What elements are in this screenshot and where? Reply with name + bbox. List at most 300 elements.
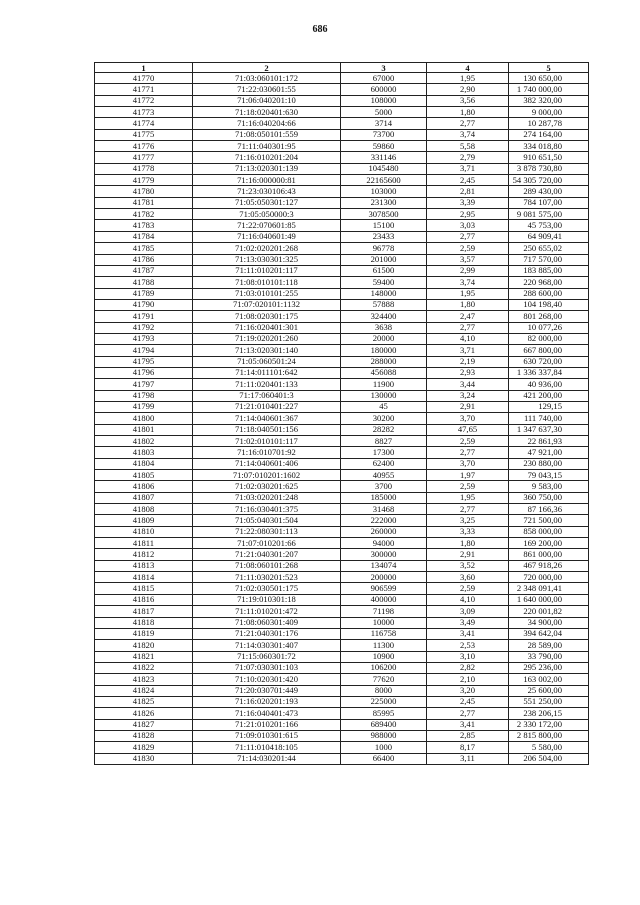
- area-cell: 71198: [341, 606, 427, 617]
- area-cell: 8827: [341, 436, 427, 447]
- amount-cell: 47 921,00: [509, 447, 589, 458]
- row-number-cell: 41829: [95, 742, 193, 753]
- amount-cell: 630 720,00: [509, 356, 589, 367]
- row-number-cell: 41787: [95, 265, 193, 276]
- amount-cell: 1 336 337,84: [509, 367, 589, 378]
- table-row: [95, 401, 589, 412]
- area-cell: 22165600: [341, 175, 427, 186]
- row-number-cell: 41826: [95, 708, 193, 719]
- amount-cell: 220 001,82: [509, 606, 589, 617]
- table-row: [95, 254, 589, 265]
- row-number-cell: 41789: [95, 288, 193, 299]
- row-number-cell: 41824: [95, 685, 193, 696]
- table-row: [95, 719, 589, 730]
- amount-cell: 910 651,50: [509, 152, 589, 163]
- area-cell: 116758: [341, 628, 427, 639]
- area-cell: 10000: [341, 617, 427, 628]
- area-cell: 400000: [341, 594, 427, 605]
- row-number-cell: 41802: [95, 436, 193, 447]
- rate-cell: 3,60: [427, 572, 509, 583]
- table-row: [95, 311, 589, 322]
- rate-cell: 2,91: [427, 401, 509, 412]
- area-cell: 106200: [341, 662, 427, 673]
- amount-cell: 667 800,00: [509, 345, 589, 356]
- area-cell: 689400: [341, 719, 427, 730]
- rate-cell: 3,74: [427, 129, 509, 140]
- rate-cell: 3,33: [427, 526, 509, 537]
- cadastral-number-cell: 71:07:030301:103: [193, 662, 341, 673]
- amount-cell: 250 655,02: [509, 243, 589, 254]
- amount-cell: 1 347 637,30: [509, 424, 589, 435]
- amount-cell: 25 600,00: [509, 685, 589, 696]
- cadastral-number-cell: 71:18:040501:156: [193, 424, 341, 435]
- area-cell: 185000: [341, 492, 427, 503]
- cadastral-number-cell: 71:16:010201:204: [193, 152, 341, 163]
- amount-cell: 40 936,00: [509, 379, 589, 390]
- area-cell: 225000: [341, 696, 427, 707]
- cadastral-number-cell: 71:03:020201:248: [193, 492, 341, 503]
- area-cell: 288000: [341, 356, 427, 367]
- amount-cell: 206 504,00: [509, 753, 589, 764]
- row-number-cell: 41812: [95, 549, 193, 560]
- rate-cell: 1,80: [427, 107, 509, 118]
- table-row: [95, 640, 589, 651]
- rate-cell: 2,45: [427, 696, 509, 707]
- table-row: [95, 436, 589, 447]
- area-cell: 45: [341, 401, 427, 412]
- table-row: [95, 73, 589, 84]
- rate-cell: 2,90: [427, 84, 509, 95]
- cadastral-number-cell: 71:16:000000:81: [193, 175, 341, 186]
- cadastral-number-cell: 71:18:020401:630: [193, 107, 341, 118]
- row-number-cell: 41788: [95, 277, 193, 288]
- row-number-cell: 41771: [95, 84, 193, 95]
- amount-cell: 784 107,00: [509, 197, 589, 208]
- area-cell: 11300: [341, 640, 427, 651]
- rate-cell: 2,59: [427, 243, 509, 254]
- cadastral-number-cell: 71:11:020401:133: [193, 379, 341, 390]
- cadastral-number-cell: 71:03:010101:255: [193, 288, 341, 299]
- amount-cell: 9 583,00: [509, 481, 589, 492]
- rate-cell: 3,24: [427, 390, 509, 401]
- amount-cell: 382 320,00: [509, 95, 589, 106]
- area-cell: 988000: [341, 730, 427, 741]
- row-number-cell: 41805: [95, 470, 193, 481]
- area-cell: 96778: [341, 243, 427, 254]
- cadastral-number-cell: 71:16:020201:193: [193, 696, 341, 707]
- row-number-cell: 41798: [95, 390, 193, 401]
- row-number-cell: 41813: [95, 560, 193, 571]
- rate-cell: 3,56: [427, 95, 509, 106]
- cadastral-number-cell: 71:14:030301:407: [193, 640, 341, 651]
- row-number-cell: 41780: [95, 186, 193, 197]
- cadastral-number-cell: 71:08:060301:409: [193, 617, 341, 628]
- table-row: [95, 220, 589, 231]
- rate-cell: 3,03: [427, 220, 509, 231]
- rate-cell: 2,85: [427, 730, 509, 741]
- area-cell: 3700: [341, 481, 427, 492]
- amount-cell: 274 164,00: [509, 129, 589, 140]
- area-cell: 28282: [341, 424, 427, 435]
- row-number-cell: 41807: [95, 492, 193, 503]
- table-row: [95, 549, 589, 560]
- amount-cell: 717 570,00: [509, 254, 589, 265]
- area-cell: 30200: [341, 413, 427, 424]
- area-cell: 15100: [341, 220, 427, 231]
- row-number-cell: 41823: [95, 674, 193, 685]
- amount-cell: 220 968,00: [509, 277, 589, 288]
- row-number-cell: 41786: [95, 254, 193, 265]
- cadastral-number-cell: 71:16:040401:473: [193, 708, 341, 719]
- table-row: [95, 538, 589, 549]
- header-col-5: 5: [509, 63, 589, 73]
- row-number-cell: 41777: [95, 152, 193, 163]
- cadastral-number-cell: 71:22:030601:55: [193, 84, 341, 95]
- row-number-cell: 41782: [95, 209, 193, 220]
- cadastral-number-cell: 71:15:060301:72: [193, 651, 341, 662]
- area-cell: 130000: [341, 390, 427, 401]
- area-cell: 40955: [341, 470, 427, 481]
- cadastral-number-cell: 71:03:060101:172: [193, 73, 341, 84]
- amount-cell: 163 002,00: [509, 674, 589, 685]
- rate-cell: 3,52: [427, 560, 509, 571]
- header-row: [95, 63, 589, 73]
- amount-cell: 467 918,26: [509, 560, 589, 571]
- table-row: [95, 209, 589, 220]
- area-cell: 134074: [341, 560, 427, 571]
- rate-cell: 2,45: [427, 175, 509, 186]
- row-number-cell: 41791: [95, 311, 193, 322]
- cadastral-number-cell: 71:11:010418:105: [193, 742, 341, 753]
- rate-cell: 3,49: [427, 617, 509, 628]
- row-number-cell: 41795: [95, 356, 193, 367]
- table-row: [95, 379, 589, 390]
- area-cell: 1045480: [341, 163, 427, 174]
- header-col-1: 1: [95, 63, 193, 73]
- table-row: [95, 197, 589, 208]
- area-cell: 148000: [341, 288, 427, 299]
- area-cell: 67000: [341, 73, 427, 84]
- row-number-cell: 41794: [95, 345, 193, 356]
- row-number-cell: 41803: [95, 447, 193, 458]
- row-number-cell: 41806: [95, 481, 193, 492]
- table-row: [95, 265, 589, 276]
- amount-cell: 104 198,40: [509, 299, 589, 310]
- area-cell: 77620: [341, 674, 427, 685]
- header-col-4: 4: [427, 63, 509, 73]
- cadastral-number-cell: 71:23:030106:43: [193, 186, 341, 197]
- rate-cell: 2,77: [427, 231, 509, 242]
- amount-cell: 230 880,00: [509, 458, 589, 469]
- row-number-cell: 41800: [95, 413, 193, 424]
- area-cell: 331146: [341, 152, 427, 163]
- area-cell: 8000: [341, 685, 427, 696]
- table-row: [95, 84, 589, 95]
- rate-cell: 3,71: [427, 345, 509, 356]
- amount-cell: 9 081 575,00: [509, 209, 589, 220]
- rate-cell: 2,47: [427, 311, 509, 322]
- amount-cell: 1 640 000,00: [509, 594, 589, 605]
- rate-cell: 2,99: [427, 265, 509, 276]
- table-row: [95, 345, 589, 356]
- amount-cell: 79 043,15: [509, 470, 589, 481]
- area-cell: 85995: [341, 708, 427, 719]
- area-cell: 906599: [341, 583, 427, 594]
- row-number-cell: 41778: [95, 163, 193, 174]
- cadastral-number-cell: 71:13:020301:139: [193, 163, 341, 174]
- area-cell: 73700: [341, 129, 427, 140]
- amount-cell: 2 815 800,00: [509, 730, 589, 741]
- rate-cell: 8,17: [427, 742, 509, 753]
- cadastral-number-cell: 71:16:030401:375: [193, 504, 341, 515]
- rate-cell: 2,77: [427, 708, 509, 719]
- area-cell: 200000: [341, 572, 427, 583]
- table-row: [95, 356, 589, 367]
- table-row: [95, 163, 589, 174]
- amount-cell: 22 861,93: [509, 436, 589, 447]
- cadastral-number-cell: 71:19:010301:18: [193, 594, 341, 605]
- row-number-cell: 41801: [95, 424, 193, 435]
- table-row: [95, 708, 589, 719]
- amount-cell: 130 650,00: [509, 73, 589, 84]
- table-row: [95, 152, 589, 163]
- amount-cell: 111 740,00: [509, 413, 589, 424]
- row-number-cell: 41785: [95, 243, 193, 254]
- cadastral-number-cell: 71:19:020201:260: [193, 333, 341, 344]
- cadastral-number-cell: 71:11:040301:95: [193, 141, 341, 152]
- row-number-cell: 41776: [95, 141, 193, 152]
- rate-cell: 2,10: [427, 674, 509, 685]
- table-row: [95, 594, 589, 605]
- cadastral-number-cell: 71:13:020301:140: [193, 345, 341, 356]
- amount-cell: 45 753,00: [509, 220, 589, 231]
- amount-cell: 169 200,00: [509, 538, 589, 549]
- rate-cell: 3,57: [427, 254, 509, 265]
- area-cell: 17300: [341, 447, 427, 458]
- cadastral-number-cell: 71:16:020401:301: [193, 322, 341, 333]
- cadastral-number-cell: 71:11:030201:523: [193, 572, 341, 583]
- rate-cell: 2,53: [427, 640, 509, 651]
- amount-cell: 5 580,00: [509, 742, 589, 753]
- amount-cell: 2 348 091,41: [509, 583, 589, 594]
- amount-cell: 2 330 172,00: [509, 719, 589, 730]
- row-number-cell: 41799: [95, 401, 193, 412]
- rate-cell: 1,80: [427, 538, 509, 549]
- rate-cell: 1,95: [427, 492, 509, 503]
- area-cell: 62400: [341, 458, 427, 469]
- area-cell: 3714: [341, 118, 427, 129]
- row-number-cell: 41814: [95, 572, 193, 583]
- rate-cell: 3,11: [427, 753, 509, 764]
- rate-cell: 2,79: [427, 152, 509, 163]
- amount-cell: 64 909,41: [509, 231, 589, 242]
- row-number-cell: 41770: [95, 73, 193, 84]
- row-number-cell: 41792: [95, 322, 193, 333]
- amount-cell: 360 750,00: [509, 492, 589, 503]
- rate-cell: 2,95: [427, 209, 509, 220]
- table-row: [95, 685, 589, 696]
- row-number-cell: 41804: [95, 458, 193, 469]
- area-cell: 324400: [341, 311, 427, 322]
- rate-cell: 2,59: [427, 481, 509, 492]
- amount-cell: 289 430,00: [509, 186, 589, 197]
- rate-cell: 3,41: [427, 719, 509, 730]
- row-number-cell: 41783: [95, 220, 193, 231]
- cadastral-number-cell: 71:02:020201:268: [193, 243, 341, 254]
- cadastral-number-cell: 71:06:040201:10: [193, 95, 341, 106]
- cadastral-number-cell: 71:22:080301:113: [193, 526, 341, 537]
- amount-cell: 34 900,00: [509, 617, 589, 628]
- amount-cell: 3 878 730,80: [509, 163, 589, 174]
- table-row: [95, 572, 589, 583]
- cadastral-number-cell: 71:21:010401:227: [193, 401, 341, 412]
- table-row: [95, 118, 589, 129]
- cadastral-number-cell: 71:17:060401:3: [193, 390, 341, 401]
- area-cell: 222000: [341, 515, 427, 526]
- rate-cell: 1,95: [427, 73, 509, 84]
- data-table: [94, 62, 589, 765]
- rate-cell: 2,19: [427, 356, 509, 367]
- table-row: [95, 730, 589, 741]
- table-row: [95, 231, 589, 242]
- row-number-cell: 41773: [95, 107, 193, 118]
- area-cell: 10900: [341, 651, 427, 662]
- amount-cell: 10 287,78: [509, 118, 589, 129]
- amount-cell: 720 000,00: [509, 572, 589, 583]
- rate-cell: 3,41: [427, 628, 509, 639]
- cadastral-number-cell: 71:07:010201:66: [193, 538, 341, 549]
- amount-cell: 82 000,00: [509, 333, 589, 344]
- area-cell: 31468: [341, 504, 427, 515]
- cadastral-number-cell: 71:08:010101:118: [193, 277, 341, 288]
- area-cell: 20000: [341, 333, 427, 344]
- table-row: [95, 107, 589, 118]
- table-row: [95, 299, 589, 310]
- cadastral-number-cell: 71:16:010701:92: [193, 447, 341, 458]
- amount-cell: 334 018,80: [509, 141, 589, 152]
- area-cell: 103000: [341, 186, 427, 197]
- area-cell: 61500: [341, 265, 427, 276]
- table-row: [95, 674, 589, 685]
- cadastral-number-cell: 71:05:050301:127: [193, 197, 341, 208]
- row-number-cell: 41819: [95, 628, 193, 639]
- cadastral-number-cell: 71:14:011101:642: [193, 367, 341, 378]
- row-number-cell: 41816: [95, 594, 193, 605]
- cadastral-number-cell: 71:05:050000:3: [193, 209, 341, 220]
- table-row: [95, 651, 589, 662]
- table-row: [95, 742, 589, 753]
- table-row: [95, 628, 589, 639]
- amount-cell: 288 600,00: [509, 288, 589, 299]
- area-cell: 3078500: [341, 209, 427, 220]
- cadastral-number-cell: 71:20:030701:449: [193, 685, 341, 696]
- table-row: [95, 447, 589, 458]
- area-cell: 59400: [341, 277, 427, 288]
- rate-cell: 3,71: [427, 163, 509, 174]
- row-number-cell: 41808: [95, 504, 193, 515]
- area-cell: 600000: [341, 84, 427, 95]
- table-row: [95, 333, 589, 344]
- table-row: [95, 141, 589, 152]
- table-row: [95, 243, 589, 254]
- cadastral-number-cell: 71:07:020101:1132: [193, 299, 341, 310]
- cadastral-number-cell: 71:22:070601:85: [193, 220, 341, 231]
- amount-cell: 1 740 000,00: [509, 84, 589, 95]
- row-number-cell: 41810: [95, 526, 193, 537]
- row-number-cell: 41830: [95, 753, 193, 764]
- row-number-cell: 41772: [95, 95, 193, 106]
- table-row: [95, 560, 589, 571]
- rate-cell: 4,10: [427, 594, 509, 605]
- row-number-cell: 41817: [95, 606, 193, 617]
- amount-cell: 238 206,15: [509, 708, 589, 719]
- row-number-cell: 41774: [95, 118, 193, 129]
- cadastral-number-cell: 71:11:010201:117: [193, 265, 341, 276]
- row-number-cell: 41797: [95, 379, 193, 390]
- cadastral-number-cell: 71:10:020301:420: [193, 674, 341, 685]
- cadastral-number-cell: 71:05:060501:24: [193, 356, 341, 367]
- amount-cell: 551 250,00: [509, 696, 589, 707]
- rate-cell: 2,81: [427, 186, 509, 197]
- area-cell: 11900: [341, 379, 427, 390]
- rate-cell: 2,82: [427, 662, 509, 673]
- amount-cell: 87 166,36: [509, 504, 589, 515]
- area-cell: 23433: [341, 231, 427, 242]
- rate-cell: 2,77: [427, 504, 509, 515]
- table-row: [95, 390, 589, 401]
- row-number-cell: 41828: [95, 730, 193, 741]
- amount-cell: 10 077,26: [509, 322, 589, 333]
- area-cell: 94000: [341, 538, 427, 549]
- table-row: [95, 186, 589, 197]
- row-number-cell: 41821: [95, 651, 193, 662]
- rate-cell: 2,77: [427, 118, 509, 129]
- table-row: [95, 583, 589, 594]
- page-number: 686: [312, 24, 328, 35]
- area-cell: 201000: [341, 254, 427, 265]
- rate-cell: 47,65: [427, 424, 509, 435]
- cadastral-number-cell: 71:21:040301:207: [193, 549, 341, 560]
- table-row: [95, 662, 589, 673]
- row-number-cell: 41784: [95, 231, 193, 242]
- row-number-cell: 41796: [95, 367, 193, 378]
- cadastral-number-cell: 71:16:040601:49: [193, 231, 341, 242]
- area-cell: 260000: [341, 526, 427, 537]
- row-number-cell: 41779: [95, 175, 193, 186]
- table-row: [95, 696, 589, 707]
- row-number-cell: 41793: [95, 333, 193, 344]
- amount-cell: 33 790,00: [509, 651, 589, 662]
- rate-cell: 2,91: [427, 549, 509, 560]
- amount-cell: 721 500,00: [509, 515, 589, 526]
- table-row: [95, 95, 589, 106]
- table-body: [95, 73, 589, 765]
- amount-cell: 801 268,00: [509, 311, 589, 322]
- row-number-cell: 41811: [95, 538, 193, 549]
- rate-cell: 1,95: [427, 288, 509, 299]
- row-number-cell: 41818: [95, 617, 193, 628]
- row-number-cell: 41790: [95, 299, 193, 310]
- cadastral-number-cell: 71:02:030501:175: [193, 583, 341, 594]
- area-cell: 3638: [341, 322, 427, 333]
- table-row: [95, 288, 589, 299]
- area-cell: 108000: [341, 95, 427, 106]
- area-cell: 5000: [341, 107, 427, 118]
- cadastral-number-cell: 71:07:010201:1602: [193, 470, 341, 481]
- cadastral-number-cell: 71:08:020301:175: [193, 311, 341, 322]
- area-cell: 300000: [341, 549, 427, 560]
- amount-cell: 183 885,00: [509, 265, 589, 276]
